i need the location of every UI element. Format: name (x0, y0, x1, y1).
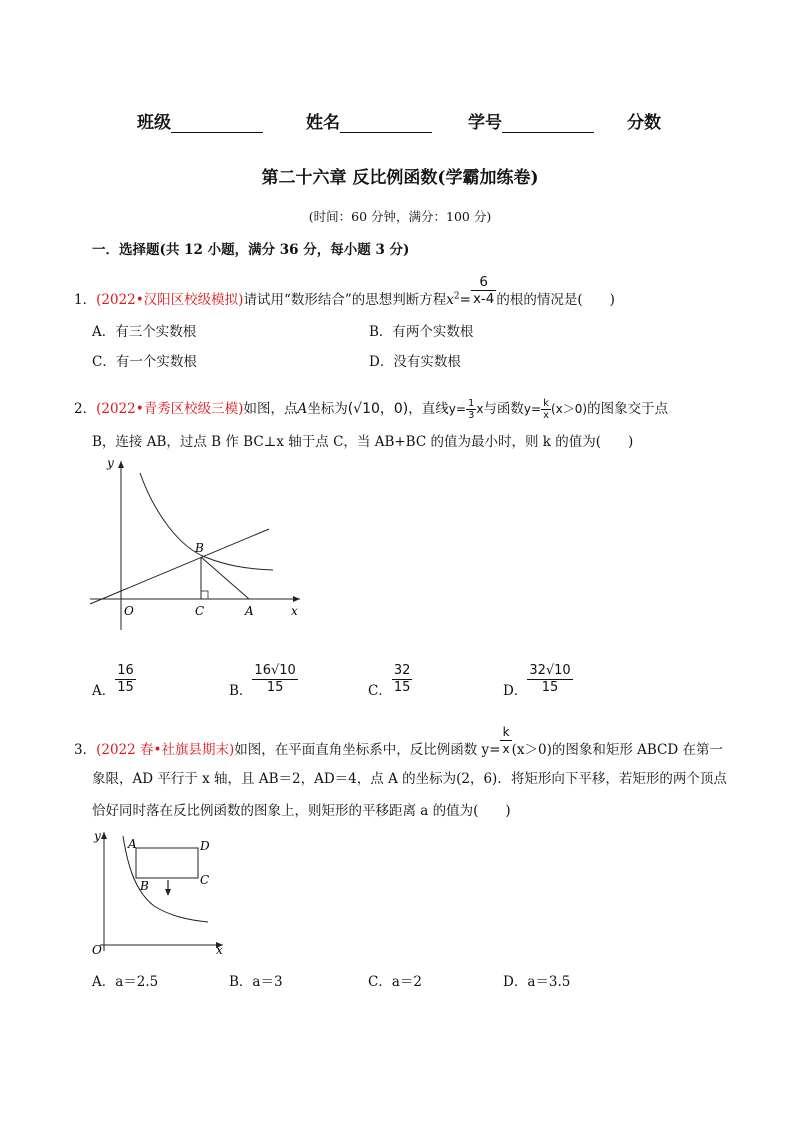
page-title: 第二十六章 反比例函数(学霸加练卷) (261, 168, 539, 188)
q2-line-y: y= (448, 402, 466, 416)
section-heading: 一．选择题(共 12 小题，满分 36 分，每小题 3 分) (92, 242, 410, 258)
q2-text-c: ，直线 (408, 401, 449, 417)
q3-label-d: D (200, 839, 210, 853)
q1-text-a: 请试用“数形结合”的思想判断方程 (243, 292, 447, 308)
question-2 (74, 398, 668, 421)
q2-text-d: 与函数 (483, 401, 524, 417)
q2-option-c-num: 32 (393, 663, 411, 678)
q3-number: 3． (74, 742, 97, 758)
q2-option-b-letter: B． (229, 683, 253, 699)
q1-option-c[interactable]: C．有一个实数根 (92, 354, 197, 370)
q3-option-c[interactable]: C．a＝2 (368, 974, 422, 990)
q2-option-c[interactable] (368, 663, 412, 699)
q2-option-d-den: 15 (541, 680, 559, 695)
q2-label-x: x (291, 604, 298, 618)
q3-graph (88, 826, 233, 956)
q1-option-d[interactable]: D．没有实数根 (369, 354, 461, 370)
q2-fn-cond: (x＞0) (551, 402, 588, 416)
q3-rectangle (136, 848, 198, 878)
q1-eq-x: x (446, 292, 454, 308)
q3-y-arrow (101, 832, 107, 839)
q3-fn-frac (500, 724, 511, 757)
q2-option-a[interactable] (92, 663, 136, 699)
q2-option-a-den: 15 (117, 680, 134, 695)
q3-label-x: x (216, 943, 223, 956)
q2-fn-frac-num: k (541, 398, 551, 410)
q3-label-y: y (94, 829, 101, 843)
q2-option-a-letter: A． (92, 683, 116, 699)
name-field (306, 108, 432, 133)
q3-option-d[interactable]: D．a＝3.5 (503, 974, 571, 990)
q2-option-c-den: 15 (393, 680, 411, 695)
q2-fn-frac (541, 398, 551, 421)
q2-point-a: A (297, 401, 308, 417)
q2-line-frac-den: 3 (467, 410, 475, 421)
q2-text-b: 坐标为 (307, 401, 348, 417)
q1-text-b: 的根的情况是( ) (496, 292, 615, 308)
q2-option-b-num: 16√10 (254, 663, 296, 678)
q2-right-angle (201, 591, 208, 599)
q2-line-x: x (476, 402, 484, 416)
name-blank[interactable] (340, 115, 432, 133)
q2-coord: (√10，0) (347, 401, 409, 417)
q2-fn-frac-den: x (543, 410, 549, 421)
id-label: 学号 (468, 113, 502, 133)
id-blank[interactable] (502, 115, 594, 133)
q2-option-c-letter: C． (368, 683, 392, 699)
q3-down-arrow-icon (165, 889, 171, 896)
q1-frac-num: 6 (471, 274, 496, 291)
q1-number: 1． (74, 292, 97, 308)
q2-option-b[interactable] (229, 663, 298, 699)
score-label: 分数 (627, 113, 661, 133)
name-label: 姓名 (306, 113, 340, 133)
q2-line-frac-num: 1 (467, 398, 475, 409)
q3-label-b: B (140, 879, 149, 893)
id-field (468, 108, 594, 133)
q2-label-y: y (107, 456, 114, 470)
q2-line-frac (466, 398, 476, 421)
class-field (137, 108, 263, 133)
q2-option-b-den: 15 (266, 680, 284, 695)
q2-text-a: 如图，点 (243, 401, 298, 417)
q2-option-d-frac (527, 663, 572, 696)
q2-text-e: 的图象交于点 (587, 401, 669, 417)
q3-label-o: O (92, 943, 102, 956)
q3-line-2: 象限，AD 平行于 x 轴，且 AB＝2，AD＝4，点 A 的坐标为(2，6)．将矩形向下平移，若矩形的两个顶点 (92, 771, 727, 787)
q2-line-2: B，连接 AB，过点 B 作 BC⊥x 轴于点 C，当 AB+BC 的值为最小时，则 k 的值为( ) (92, 434, 634, 450)
q2-fn-y: y= (523, 402, 542, 416)
q3-line-3: 恰好同时落在反比例函数的图象上，则矩形的平移距离 a 的值为( ) (92, 803, 511, 819)
q2-y-arrow (118, 461, 124, 468)
class-label: 班级 (137, 113, 171, 133)
q2-label-b: B (195, 541, 204, 555)
q1-option-a[interactable]: A．有三个实数根 (92, 324, 197, 340)
q2-option-d-num: 32√10 (529, 663, 571, 678)
q1-eq-eq: = (459, 292, 471, 308)
question-1 (74, 274, 615, 317)
q2-source: (2022•青秀区校级三模) (96, 401, 244, 417)
q3-source: (2022 春•社旗县期末) (96, 742, 235, 758)
q3-fn-frac-num: k (500, 724, 511, 741)
q2-option-b-frac (252, 663, 297, 696)
q2-number: 2． (74, 401, 97, 417)
q1-eq-sup: 2 (453, 291, 460, 302)
q3-text-a: 如图，在平面直角坐标系中，反比例函数 y= (234, 742, 501, 758)
class-blank[interactable] (171, 115, 263, 133)
q2-option-d[interactable] (503, 663, 573, 699)
q2-option-a-num: 16 (117, 663, 134, 678)
q2-label-c: C (195, 604, 205, 618)
q2-graph (85, 455, 310, 635)
q2-x-arrow (293, 596, 300, 602)
q2-option-d-letter: D． (503, 683, 528, 699)
q2-option-a-frac (115, 663, 136, 696)
q2-label-a: A (245, 604, 254, 618)
q1-option-b[interactable]: B．有两个实数根 (369, 324, 474, 340)
q3-fn-frac-den: x (502, 742, 510, 756)
q1-frac-den: x-4 (472, 291, 495, 307)
q3-label-c: C (200, 873, 210, 887)
q3-option-a[interactable]: A．a＝2.5 (92, 974, 159, 990)
q3-option-b[interactable]: B．a＝3 (229, 974, 283, 990)
q3-text-b: (x＞0)的图象和矩形 ABCD 在第一 (511, 742, 723, 758)
q2-label-o: O (124, 604, 134, 618)
q1-fraction (471, 274, 496, 307)
q3-label-a: A (128, 837, 137, 851)
page-subtitle: (时间：60 分钟，满分：100 分) (308, 209, 492, 224)
question-3 (74, 725, 723, 767)
q2-option-c-frac (392, 663, 413, 696)
q1-source: (2022•汉阳区校级模拟) (96, 292, 244, 308)
